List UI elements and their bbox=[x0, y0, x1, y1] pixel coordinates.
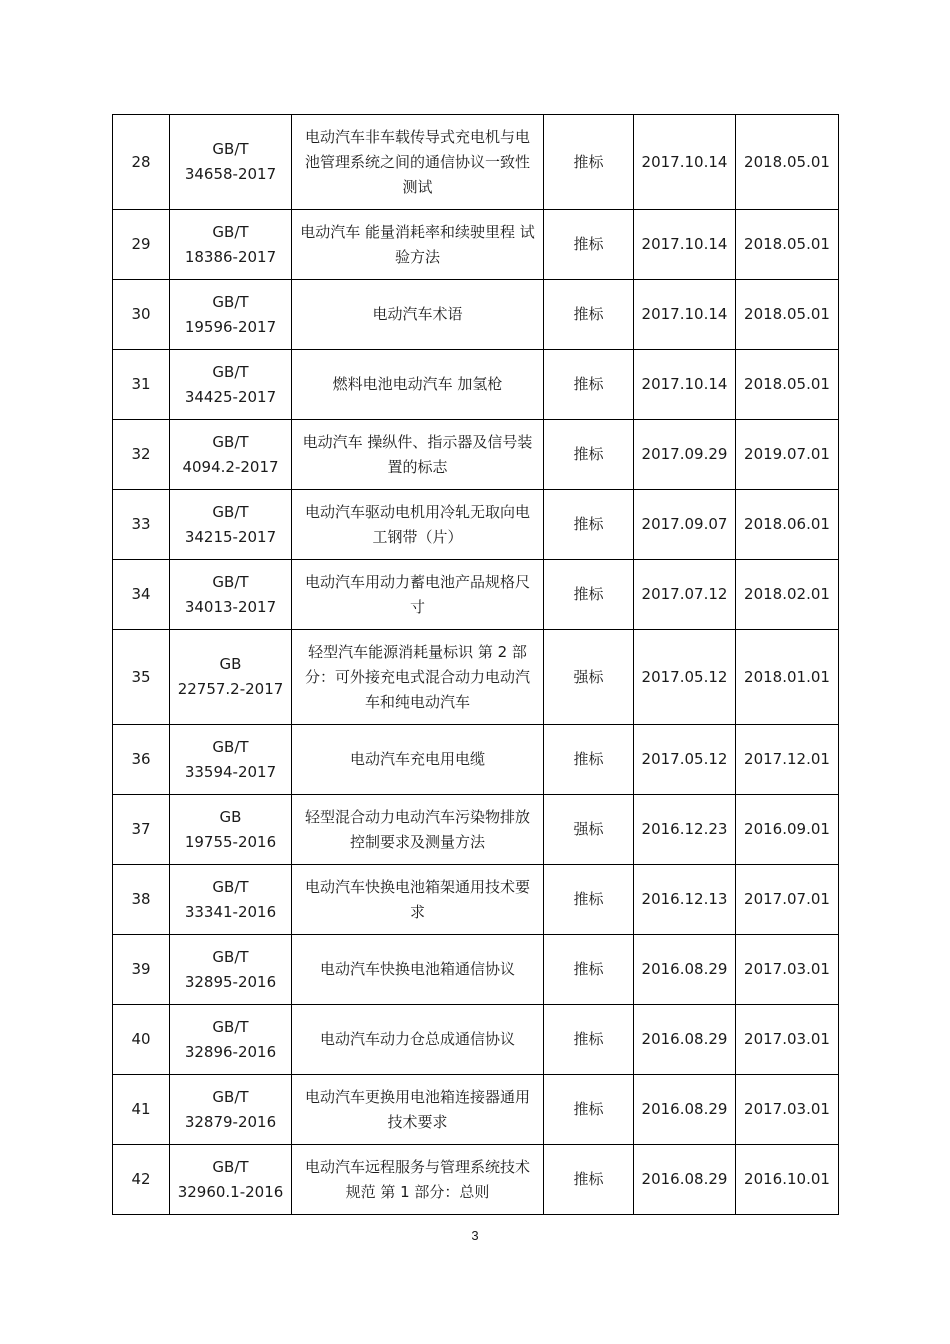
issue-date: 2017.09.07 bbox=[634, 490, 736, 560]
table-row bbox=[113, 1005, 839, 1075]
effective-date: 2018.05.01 bbox=[736, 115, 839, 210]
standard-code: GB/T 33594-2017 bbox=[170, 725, 292, 795]
standard-type: 强标 bbox=[544, 795, 634, 865]
standard-name: 电动汽车驱动电机用冷轧无取向电工钢带（片） bbox=[292, 490, 544, 560]
effective-date: 2016.09.01 bbox=[736, 795, 839, 865]
row-number: 37 bbox=[113, 795, 170, 865]
issue-date: 2017.10.14 bbox=[634, 350, 736, 420]
table-row bbox=[113, 350, 839, 420]
effective-date: 2017.03.01 bbox=[736, 1075, 839, 1145]
standard-name: 轻型汽车能源消耗量标识 第 2 部分：可外接充电式混合动力电动汽车和纯电动汽车 bbox=[292, 630, 544, 725]
table-row bbox=[113, 490, 839, 560]
standard-name: 燃料电池电动汽车 加氢枪 bbox=[292, 350, 544, 420]
table-row bbox=[113, 115, 839, 210]
issue-date: 2017.10.14 bbox=[634, 280, 736, 350]
standard-name: 电动汽车充电用电缆 bbox=[292, 725, 544, 795]
table-row bbox=[113, 630, 839, 725]
standard-code: GB/T 34425-2017 bbox=[170, 350, 292, 420]
row-number: 40 bbox=[113, 1005, 170, 1075]
row-number: 36 bbox=[113, 725, 170, 795]
standard-type: 推标 bbox=[544, 1005, 634, 1075]
issue-date: 2017.07.12 bbox=[634, 560, 736, 630]
table-row bbox=[113, 865, 839, 935]
standard-type: 推标 bbox=[544, 490, 634, 560]
row-number: 41 bbox=[113, 1075, 170, 1145]
standard-name: 电动汽车更换用电池箱连接器通用技术要求 bbox=[292, 1075, 544, 1145]
standard-name: 电动汽车非车载传导式充电机与电池管理系统之间的通信协议一致性测试 bbox=[292, 115, 544, 210]
row-number: 32 bbox=[113, 420, 170, 490]
effective-date: 2018.01.01 bbox=[736, 630, 839, 725]
standard-name: 电动汽车动力仓总成通信协议 bbox=[292, 1005, 544, 1075]
effective-date: 2016.10.01 bbox=[736, 1145, 839, 1215]
standard-type: 推标 bbox=[544, 725, 634, 795]
standard-name: 电动汽车 能量消耗率和续驶里程 试验方法 bbox=[292, 210, 544, 280]
standard-code: GB 22757.2-2017 bbox=[170, 630, 292, 725]
standard-type: 推标 bbox=[544, 935, 634, 1005]
standard-name: 轻型混合动力电动汽车污染物排放控制要求及测量方法 bbox=[292, 795, 544, 865]
standard-type: 推标 bbox=[544, 1145, 634, 1215]
standard-code: GB/T 32895-2016 bbox=[170, 935, 292, 1005]
standard-type: 推标 bbox=[544, 350, 634, 420]
standard-name: 电动汽车 操纵件、指示器及信号装置的标志 bbox=[292, 420, 544, 490]
standard-name: 电动汽车术语 bbox=[292, 280, 544, 350]
row-number: 34 bbox=[113, 560, 170, 630]
standard-code: GB/T 19596-2017 bbox=[170, 280, 292, 350]
standard-type: 推标 bbox=[544, 865, 634, 935]
row-number: 39 bbox=[113, 935, 170, 1005]
issue-date: 2016.08.29 bbox=[634, 1005, 736, 1075]
effective-date: 2017.03.01 bbox=[736, 935, 839, 1005]
standard-code: GB/T 32960.1-2016 bbox=[170, 1145, 292, 1215]
standard-code: GB/T 4094.2-2017 bbox=[170, 420, 292, 490]
issue-date: 2017.10.14 bbox=[634, 115, 736, 210]
row-number: 30 bbox=[113, 280, 170, 350]
table-row bbox=[113, 795, 839, 865]
table-row bbox=[113, 560, 839, 630]
standard-code: GB/T 18386-2017 bbox=[170, 210, 292, 280]
table-row bbox=[113, 280, 839, 350]
row-number: 28 bbox=[113, 115, 170, 210]
issue-date: 2016.08.29 bbox=[634, 1075, 736, 1145]
effective-date: 2018.05.01 bbox=[736, 210, 839, 280]
page-number: 3 bbox=[471, 1228, 479, 1243]
standard-code: GB/T 34215-2017 bbox=[170, 490, 292, 560]
issue-date: 2017.10.14 bbox=[634, 210, 736, 280]
table-row bbox=[113, 1075, 839, 1145]
table-row bbox=[113, 725, 839, 795]
table-row bbox=[113, 420, 839, 490]
row-number: 33 bbox=[113, 490, 170, 560]
standard-code: GB/T 34658-2017 bbox=[170, 115, 292, 210]
effective-date: 2017.07.01 bbox=[736, 865, 839, 935]
effective-date: 2017.12.01 bbox=[736, 725, 839, 795]
issue-date: 2017.05.12 bbox=[634, 725, 736, 795]
row-number: 31 bbox=[113, 350, 170, 420]
issue-date: 2016.08.29 bbox=[634, 1145, 736, 1215]
table-row bbox=[113, 935, 839, 1005]
standard-code: GB/T 34013-2017 bbox=[170, 560, 292, 630]
effective-date: 2017.03.01 bbox=[736, 1005, 839, 1075]
row-number: 42 bbox=[113, 1145, 170, 1215]
standard-code: GB 19755-2016 bbox=[170, 795, 292, 865]
effective-date: 2018.05.01 bbox=[736, 280, 839, 350]
standard-type: 推标 bbox=[544, 560, 634, 630]
standards-table bbox=[112, 114, 839, 1215]
table-row bbox=[113, 210, 839, 280]
standard-type: 强标 bbox=[544, 630, 634, 725]
issue-date: 2016.12.23 bbox=[634, 795, 736, 865]
standard-type: 推标 bbox=[544, 210, 634, 280]
standard-type: 推标 bbox=[544, 280, 634, 350]
issue-date: 2016.12.13 bbox=[634, 865, 736, 935]
issue-date: 2017.05.12 bbox=[634, 630, 736, 725]
table-row bbox=[113, 1145, 839, 1215]
issue-date: 2016.08.29 bbox=[634, 935, 736, 1005]
standard-code: GB/T 32879-2016 bbox=[170, 1075, 292, 1145]
issue-date: 2017.09.29 bbox=[634, 420, 736, 490]
row-number: 38 bbox=[113, 865, 170, 935]
standard-type: 推标 bbox=[544, 115, 634, 210]
row-number: 35 bbox=[113, 630, 170, 725]
standard-type: 推标 bbox=[544, 420, 634, 490]
effective-date: 2018.05.01 bbox=[736, 350, 839, 420]
standard-code: GB/T 33341-2016 bbox=[170, 865, 292, 935]
standard-name: 电动汽车用动力蓄电池产品规格尺寸 bbox=[292, 560, 544, 630]
effective-date: 2018.02.01 bbox=[736, 560, 839, 630]
standard-type: 推标 bbox=[544, 1075, 634, 1145]
effective-date: 2019.07.01 bbox=[736, 420, 839, 490]
effective-date: 2018.06.01 bbox=[736, 490, 839, 560]
row-number: 29 bbox=[113, 210, 170, 280]
standard-code: GB/T 32896-2016 bbox=[170, 1005, 292, 1075]
standard-name: 电动汽车远程服务与管理系统技术规范 第 1 部分：总则 bbox=[292, 1145, 544, 1215]
standard-name: 电动汽车快换电池箱架通用技术要求 bbox=[292, 865, 544, 935]
standard-name: 电动汽车快换电池箱通信协议 bbox=[292, 935, 544, 1005]
